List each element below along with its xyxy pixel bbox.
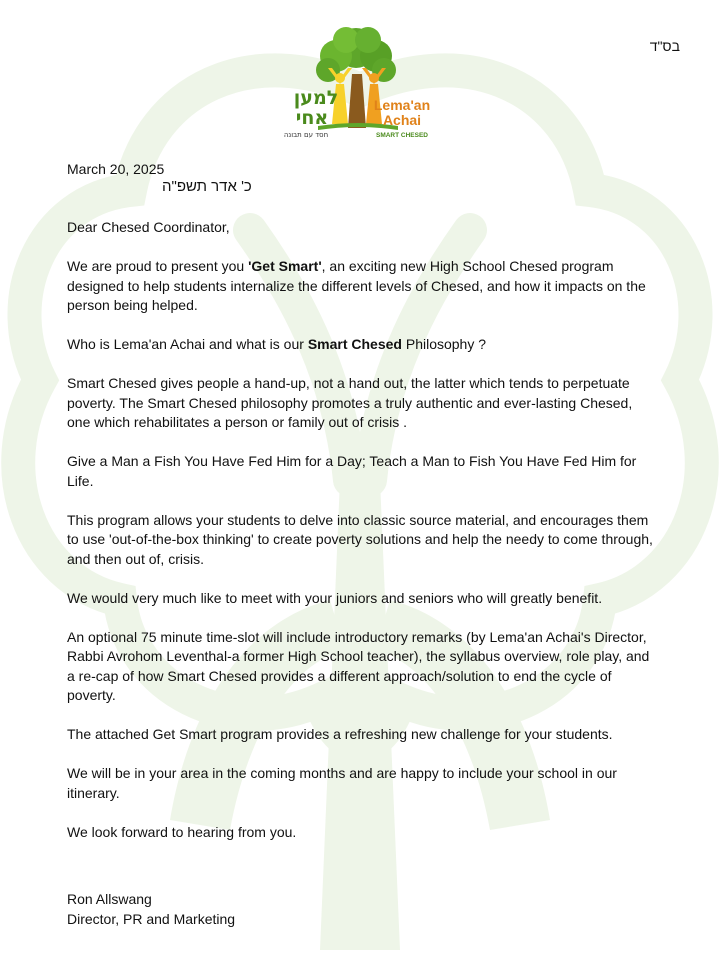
paragraph-closing: We look forward to hearing from you. (67, 823, 297, 840)
paragraph-question: Who is Lema'an Achai and what is our Smart Chesed Philosophy ? (67, 336, 487, 352)
letter-date: March 20, 2025 (67, 161, 165, 177)
logo-hebrew-name: למען (293, 87, 339, 109)
logo-hebrew-tagline: חסד עם תבונה (283, 131, 329, 139)
lemaan-achai-logo (278, 24, 438, 142)
greeting: Dear Chesed Coordinator, (67, 219, 230, 235)
bsd-header: בס"ד (649, 38, 680, 54)
signature-title: Director, PR and Marketing (67, 910, 236, 927)
signature-block (67, 890, 657, 929)
smart-chesed-term: Smart Chesed (307, 336, 402, 352)
logo-hebrew-name-2: אחי (295, 107, 329, 129)
paragraph-meeting: We would very much like to meet with your juniors and seniors who will greatly benefit. (67, 589, 603, 606)
program-name: 'Get Smart' (248, 258, 322, 274)
paragraph-intro: We are proud to present you 'Get Smart', an exciting new High School Chesed program designed to help students internalize the different levels of Chesed, and how it impacts on the person being helped. (67, 258, 646, 313)
paragraph-proverb: Give a Man a Fish You Have Fed Him for a Day; Teach a Man to Fish You Have Fed Him for Life. (67, 453, 637, 489)
letter-body (67, 257, 657, 862)
hebrew-date: כ' אדר תשפ"ה (162, 178, 252, 195)
paragraph-timeslot: An optional 75 minute time-slot will include introductory remarks (by Lema'an Achai's Director, Rabbi Avrohom Leventhal-a former High School teacher), the syllabus overview, role play, and a re-cap of how Smart Chesed provides a different approach/solution to end the cycle of poverty. (67, 628, 650, 703)
signature-name: Ron Allswang (67, 891, 152, 907)
logo-english-tagline: SMART CHESED (375, 132, 429, 139)
paragraph-philosophy: Smart Chesed gives people a hand-up, not a hand out, the latter which tends to perpetuate poverty. The Smart Chesed philosophy promotes a truly authentic and ever-lasting Chesed, one which rehabilitates a person or family out of crisis . (67, 375, 633, 430)
logo-english-name-2: Achai (382, 112, 422, 128)
paragraph-area: We will be in your area in the coming months and are happy to include your school in our itinerary. (67, 765, 617, 801)
logo-english-name: Lema'an (373, 97, 431, 113)
paragraph-program: This program allows your students to delve into classic source material, and encourages them to use 'out-of-the-box thinking' to create poverty solutions and help the needy to come through, and then out of, crisis. (67, 511, 653, 567)
paragraph-attached: The attached Get Smart program provides a refreshing new challenge for your students. (67, 726, 613, 742)
